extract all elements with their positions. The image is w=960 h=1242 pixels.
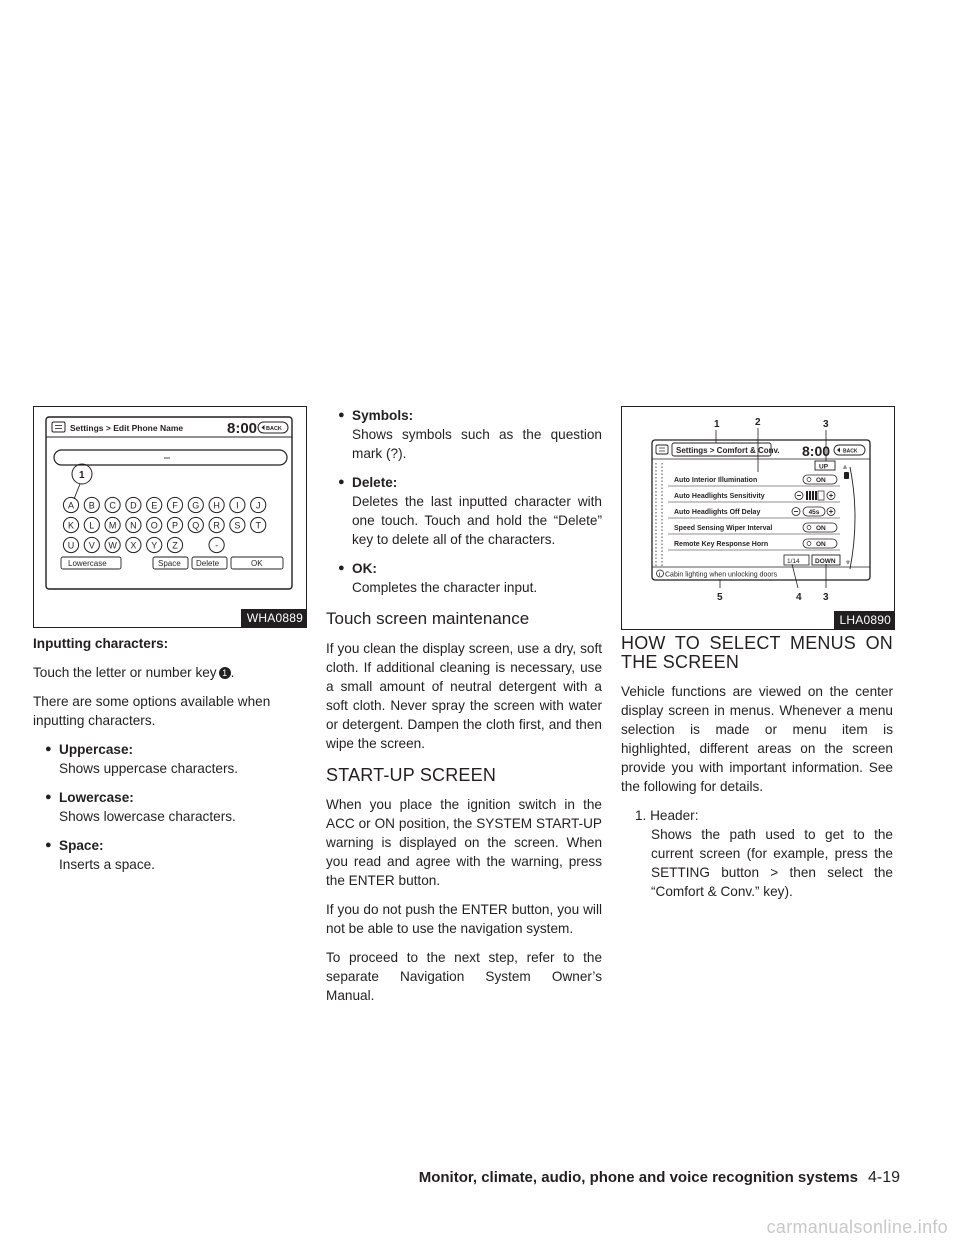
bullet-title: Space: [59, 838, 104, 853]
key-c[interactable] [105, 497, 120, 512]
menu-row[interactable] [668, 507, 840, 518]
column-2 [326, 406, 602, 1015]
select-menus-paragraph: Vehicle functions are viewed on the center display screen in menus. Whenever a menu selection is made or menu item is highlighted, different areas on the screen provide you with important information. See the following for details. [621, 684, 893, 794]
key-o[interactable] [147, 517, 162, 532]
delay-value [803, 507, 825, 516]
sensitivity-level-bar [806, 491, 824, 500]
indicator-icon [807, 478, 811, 482]
down-button[interactable] [812, 555, 840, 565]
options-paragraph: There are some options available when inputting characters. [33, 694, 271, 728]
bullet-title: Uppercase: [59, 742, 134, 757]
key-label: R [213, 520, 220, 531]
screen-clock: 8:00 [802, 443, 831, 459]
bullet-lowercase [33, 788, 305, 826]
key-label: U [67, 540, 75, 551]
key-label: O [150, 520, 158, 531]
key-i[interactable] [230, 497, 245, 512]
watermark: carmanualsonline.info [766, 1217, 948, 1237]
callout-bottom-4: 4 [796, 592, 802, 603]
callout-top-3: 3 [823, 419, 829, 430]
svg-text:OK: OK [251, 559, 263, 568]
touch-screen-maintenance-heading: Touch screen maintenance [326, 609, 530, 628]
numbered-item-desc: Shows the path used to get to the current screen (for example, press the SETTING button > then select the “Comfort & Conv.” key). [651, 827, 893, 899]
back-arrow-icon [262, 425, 265, 430]
bullet-dot-icon: ● [45, 839, 52, 851]
key-w[interactable] [105, 537, 120, 552]
key-label: Y [151, 540, 158, 551]
bullet-dot-icon: ● [338, 476, 345, 488]
on-toggle[interactable] [803, 523, 837, 532]
scroll-up-icon[interactable]: ⩓ [843, 464, 847, 471]
indicator-icon [807, 542, 811, 546]
svg-text:1/14: 1/14 [787, 558, 800, 565]
key-label: N [130, 520, 137, 531]
up-button[interactable] [815, 461, 835, 471]
key-p[interactable] [167, 517, 182, 532]
toggle-value: ON [816, 541, 826, 548]
key-label: H [213, 500, 220, 511]
screen-breadcrumb: Settings > Comfort & Conv. [676, 446, 780, 455]
touch-key-paragraph [33, 663, 305, 682]
screen-breadcrumb: Settings > Edit Phone Name [70, 423, 184, 433]
bullet-desc: Shows lowercase characters. [59, 809, 236, 824]
delete-button[interactable] [192, 557, 227, 569]
key-label: J [255, 500, 261, 511]
callout-bottom-3: 3 [823, 592, 829, 603]
figure-code: LHA0890 [834, 611, 894, 629]
key-a[interactable] [63, 497, 78, 512]
key-label: M [108, 520, 117, 531]
svg-text:Delete: Delete [196, 559, 220, 568]
menu-row[interactable] [668, 475, 840, 486]
inputting-characters-heading: Inputting characters: [33, 636, 169, 651]
touch-key-period: . [230, 665, 235, 680]
key-dash[interactable] [209, 537, 224, 552]
start-up-screen-heading: START-UP SCREEN [326, 765, 497, 785]
svg-text:DOWN: DOWN [815, 558, 836, 565]
bullet-desc: Shows symbols such as the question mark (?). [352, 427, 602, 461]
bullet-title: Symbols: [352, 408, 414, 423]
figure-edit-phone-name [33, 406, 307, 628]
figure-edit-phone-name-art [34, 407, 306, 627]
callout-ref-1: 1 [219, 667, 231, 679]
menu-row[interactable] [668, 523, 840, 534]
back-button[interactable] [258, 422, 288, 433]
column-3 [621, 634, 893, 901]
minus-icon[interactable] [795, 492, 803, 500]
bullet-desc: Completes the character input. [352, 580, 538, 595]
how-to-select-menus-heading: HOW TO SELECT MENUS ON THE SCREEN [621, 633, 893, 672]
on-toggle[interactable] [803, 539, 837, 548]
numbered-item-title: 1. Header: [635, 808, 699, 823]
svg-text:Lowercase: Lowercase [68, 559, 107, 568]
key-label: W [108, 540, 117, 551]
bullet-dot-icon: ● [45, 791, 52, 803]
key-u[interactable] [63, 537, 78, 552]
menu-row[interactable] [668, 539, 840, 550]
key-label: A [67, 500, 75, 511]
bullet-desc: Shows uppercase characters. [59, 761, 239, 776]
info-bar [657, 570, 778, 579]
key-label: X [130, 540, 137, 551]
svg-text:Space: Space [158, 559, 181, 568]
bullet-title: Lowercase: [59, 790, 134, 805]
bullet-title: Delete: [352, 475, 398, 490]
key-label: Q [192, 520, 200, 531]
key-label: E [151, 500, 158, 511]
menu-row-label: Auto Headlights Sensitivity [674, 493, 765, 500]
key-k[interactable] [63, 517, 78, 532]
menu-icon [656, 445, 668, 454]
key-j[interactable] [251, 497, 266, 512]
callout-top-1: 1 [714, 419, 720, 430]
menu-row-label: Auto Interior Illumination [674, 477, 758, 484]
key-label: - [215, 540, 219, 551]
key-q[interactable] [188, 517, 203, 532]
screen-clock: 8:00 [227, 420, 258, 437]
info-text: Cabin lighting when unlocking doors [665, 571, 778, 579]
bullet-ok [326, 559, 602, 597]
name-input-field[interactable] [54, 450, 287, 465]
key-g[interactable] [188, 497, 203, 512]
key-n[interactable] [126, 517, 141, 532]
svg-text:45s: 45s [808, 509, 820, 516]
plus-icon[interactable] [827, 492, 835, 500]
page-indicator [784, 555, 809, 565]
key-x[interactable] [126, 537, 141, 552]
space-button[interactable] [153, 557, 188, 569]
key-label: S [234, 520, 241, 531]
key-label: D [130, 500, 137, 511]
indicator-icon [807, 526, 811, 530]
key-label: P [171, 520, 179, 531]
menu-row-label: Remote Key Response Horn [674, 541, 769, 548]
toggle-value: ON [816, 525, 826, 532]
bullet-dot-icon: ● [338, 409, 345, 421]
menu-row-label: Speed Sensing Wiper Interval [674, 525, 773, 532]
menu-icon [52, 422, 65, 432]
start-up-paragraph-2: If you do not push the ENTER button, you will not be able to use the navigation system. [326, 902, 602, 936]
start-up-paragraph-3: To proceed to the next step, refer to the separate Navigation System Owner’s Manual. [326, 950, 602, 1003]
back-label: BACK [266, 426, 282, 432]
menu-row[interactable] [668, 491, 840, 502]
callout-top-2: 2 [755, 417, 761, 428]
bullet-space [33, 836, 305, 874]
touch-screen-maintenance-paragraph: If you clean the display screen, use a dry, soft cloth. If additional cleaning is necessary, use a small amount of neutral detergent with a soft cloth. Never spray the screen with water or detergent. Dampen the cloth first, and then wipe the screen. [326, 641, 602, 751]
column-1 [33, 634, 305, 884]
key-y[interactable] [147, 537, 162, 552]
key-r[interactable] [209, 517, 224, 532]
bullet-desc: Inserts a space. [59, 857, 155, 872]
key-label: Z [172, 540, 178, 551]
plus-icon[interactable] [827, 508, 835, 516]
key-e[interactable] [147, 497, 162, 512]
key-l[interactable] [84, 517, 99, 532]
callout-bottom-5: 5 [717, 592, 723, 603]
bullet-uppercase [33, 740, 305, 778]
key-s[interactable] [230, 517, 245, 532]
figure-comfort-conv-art [622, 407, 894, 629]
key-label: T [255, 520, 261, 531]
ok-button[interactable] [231, 557, 283, 569]
scrollbar-track[interactable] [850, 467, 855, 569]
key-label: B [88, 500, 95, 511]
toggle-value: ON [816, 477, 826, 484]
bullet-desc: Deletes the last inputted character with one touch. Touch and hold the “Delete” key to delete all of the characters. [352, 494, 602, 547]
numbered-item-header [621, 806, 893, 901]
figure-comfort-conv [621, 406, 895, 630]
back-arrow-icon [837, 448, 840, 453]
lowercase-button[interactable] [61, 557, 121, 569]
svg-text:1: 1 [79, 470, 85, 481]
key-label: I [236, 500, 239, 511]
bullet-symbols [326, 406, 602, 463]
section-title: Monitor, climate, audio, phone and voice recognition systems [418, 1169, 858, 1186]
key-f[interactable] [167, 497, 182, 512]
key-label: G [192, 500, 200, 511]
svg-text:UP: UP [819, 463, 829, 471]
key-d[interactable] [126, 497, 141, 512]
key-h[interactable] [209, 497, 224, 512]
key-label: K [67, 520, 75, 531]
back-label: BACK [843, 448, 858, 455]
scrollbar-thumb[interactable] [844, 472, 849, 479]
key-label: F [172, 500, 178, 511]
key-label: L [89, 520, 95, 531]
callout-1 [72, 464, 92, 499]
back-button[interactable] [834, 445, 865, 455]
key-z[interactable] [167, 537, 182, 552]
menu-row-label: Auto Headlights Off Delay [674, 509, 761, 516]
key-t[interactable] [251, 517, 266, 532]
menu-list [668, 475, 840, 550]
on-toggle[interactable] [803, 475, 837, 484]
key-m[interactable] [105, 517, 120, 532]
bullet-dot-icon: ● [45, 743, 52, 755]
info-icon-glyph: i [659, 572, 661, 578]
figure-code: WHA0889 [241, 609, 306, 627]
key-label: V [88, 540, 95, 551]
bullet-delete [326, 473, 602, 549]
minus-icon[interactable] [792, 508, 800, 516]
page-footer [419, 1169, 900, 1187]
key-label: C [109, 500, 116, 511]
bullet-title: OK: [352, 561, 377, 576]
bullet-dot-icon: ● [338, 562, 345, 574]
start-up-paragraph-1: When you place the ignition switch in the ACC or ON position, the SYSTEM START-UP warning is displayed on the screen. When you read and agree with the warning, press the ENTER button. [326, 797, 602, 888]
touch-key-text: Touch the letter or number key [33, 665, 217, 680]
key-b[interactable] [84, 497, 99, 512]
character-keypad [63, 497, 265, 552]
scroll-down-icon[interactable]: ⩔ [846, 559, 850, 566]
key-v[interactable] [84, 537, 99, 552]
page-number: 4-19 [867, 1169, 900, 1186]
